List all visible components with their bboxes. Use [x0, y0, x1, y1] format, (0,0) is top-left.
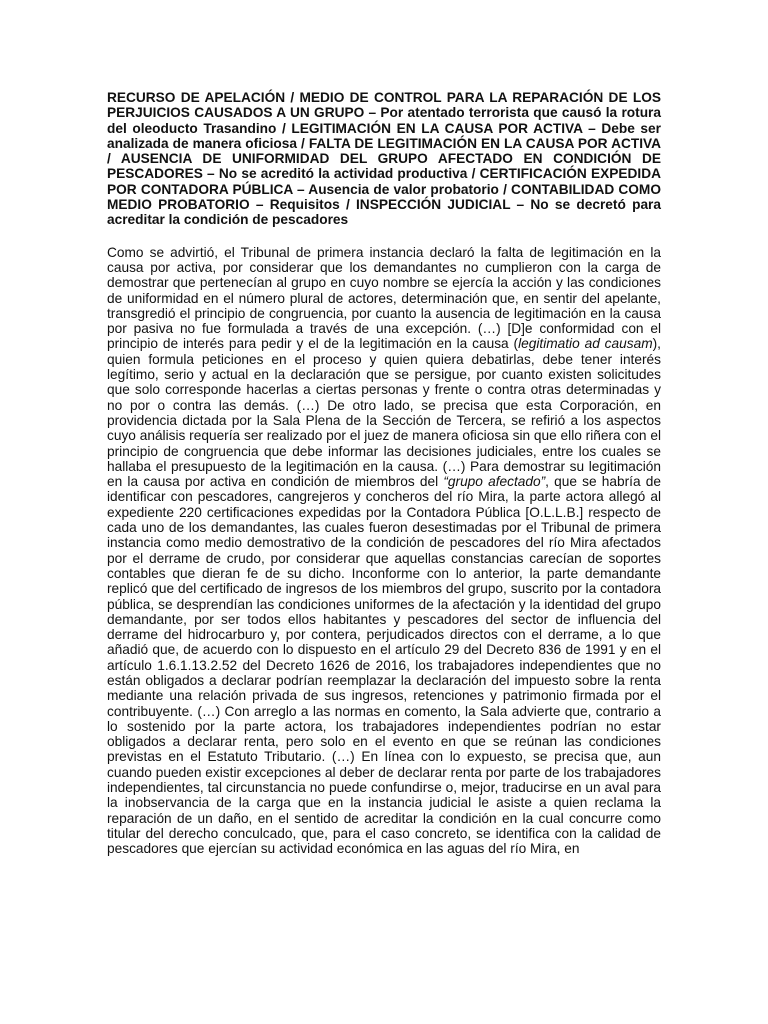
body-text-part-1: Como se advirtió, el Tribunal de primera instancia declaró la falta de legitimación en la causa por activa, por considerar que los demandantes no cumplieron con la carga de demostrar que pertenecían al grupo en cuyo nombre se ejercía la acción y las condiciones de uniformidad en el número plural de actores, determinación que, en sentir del apelante, transgredió el principio de congruencia, por cuanto la ausencia de legitimación en la causa por pasiva no fue formulada a través de una excepción. (…) [D]e conformidad con el principio de interés para pedir y el de la legitimación en la causa ( — [107, 244, 661, 352]
body-text-part-3: , que se habría de identificar con pescadores, cangrejeros y concheros del río Mira, la parte actora allegó al expediente 220 certificaciones expedidas por la Contadora Pública [O.L.L.B.] respecto de cada uno de los demandantes, las cuales fueron desestimadas por el Tribunal de primera instancia como medio demostrativo de la condición de pescadores del río Mira afectados por el derrame de crudo, por considerar que aquellas constancias carecían de soportes contables que dieran fe de su dicho. Inconforme con lo anterior, la parte demandante replicó que del certificado de ingresos de los miembros del grupo, suscrito por la contadora pública, se desprendían las condiciones uniformes de la afectación y la identidad del grupo demandante, por ser todos ellos habitantes y pescadores del sector de influencia del derrame del hidrocarburo y, por contera, perjudicados directos con el derrame, a lo que añadió que, de acuerdo con lo dispuesto en el artículo 29 del Decreto 836 de 1991 y en el artículo 1.6.1.13.2.52 del Decreto 1626 de 2016, los trabajadores independientes que no están obligados a declarar podrían reemplazar la declaración del impuesto sobre la renta mediante una relación privada de sus ingresos, retenciones y patrimonio firmada por el contribuyente. (…) Con arreglo a las normas en comento, la Sala advierte que, contrario a lo sostenido por la parte actora, los trabajadores independientes podrían no estar obligados a declarar renta, pero solo en el evento en que se reúnan las condiciones previstas en el Estatuto Tributario. (…) En línea con lo expuesto, se precisa que, aun cuando pueden existir excepciones al deber de declarar renta por parte de los trabajadores independientes, tal circunstancia no puede confundirse o, mejor, traducirse en un aval para la inobservancia de la carga que en la instancia judicial le asiste a quien reclama la reparación de un daño, en el sentido de acreditar la condición en la cual concurre como titular del derecho conculcado, que, para el caso concreto, se identifica con la calidad de pescadores que ejercían su actividad económica en las aguas del río Mira, en — [107, 474, 661, 857]
document-heading: RECURSO DE APELACIÓN / MEDIO DE CONTROL PARA LA REPARACIÓN DE LOS PERJUICIOS CAUSADOS A UN GRUPO – Por atentado terrorista que causó la rotura del oleoducto Trasandino / LEGITIMACIÓN EN LA CAUSA POR ACTIVA – Debe ser analizada de manera oficiosa / FALTA DE LEGITIMACIÓN EN LA CAUSA POR ACTIVA / AUSENCIA DE UNIFORMIDAD DEL GRUPO AFECTADO EN CONDICIÓN DE PESCADORES – No se acreditó la actividad productiva / CERTIFICACIÓN EXPEDIDA POR CONTADORA PÚBLICA – Ausencia de valor probatorio / CONTABILIDAD COMO MEDIO PROBATORIO – Requisitos / INSPECCIÓN JUDICIAL – No se decretó para acreditar la condición de pescadores — [107, 90, 661, 228]
body-text-part-2: ), quien formula peticiones en el proceso y quien quiera debatirlas, debe tener interés legítimo, serio y actual en la declaración que se persigue, por cuanto existen solicitudes que solo corresponde hacerlas a ciertas personas y frente o contra otras determinadas y no por o contra las demás. (…) De otro lado, se precisa que esta Corporación, en providencia dictada por la Sala Plena de la Sección de Tercera, se refirió a los aspectos cuyo análisis requería ser realizado por el juez de manera oficiosa sin que ello riñera con el principio de congruencia que debe informar las decisiones judiciales, entre los cuales se hallaba el presupuesto de la legitimación en la causa. (…) Para demostrar su legitimación en la causa por activa en condición de miembros del — [107, 336, 661, 490]
italic-term-grupo-afectado: “grupo afectado” — [443, 474, 546, 490]
document-page — [107, 90, 661, 857]
document-body-paragraph — [107, 245, 661, 857]
italic-term-legitimatio: legitimatio ad causam — [518, 336, 653, 352]
